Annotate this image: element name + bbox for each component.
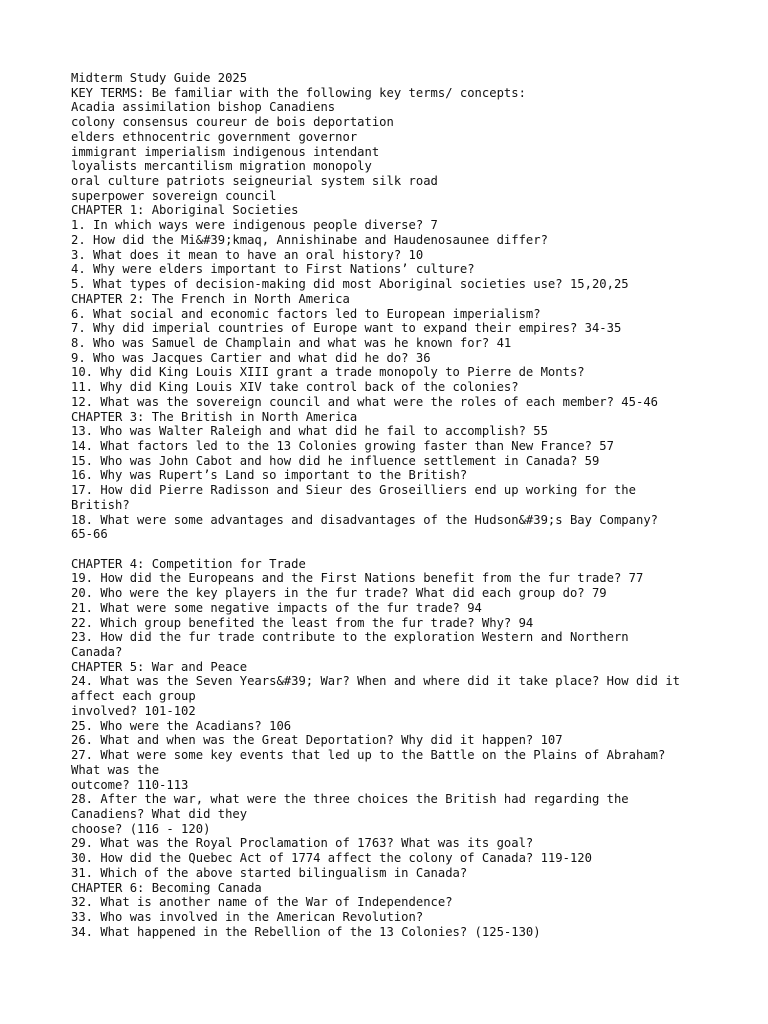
question-line: 18. What were some advantages and disadvantages of the Hudson&#39;s Bay Company?: [71, 512, 658, 527]
question-line: 26. What and when was the Great Deportation? Why did it happen? 107: [71, 733, 563, 748]
question-line: 8. Who was Samuel de Champlain and what was he known for? 41: [71, 335, 512, 350]
question-line: 1. In which ways were indigenous people diverse? 7: [71, 218, 438, 233]
question-line: 28. After the war, what were the three choices the British had regarding the: [71, 792, 629, 807]
question-line: 31. Which of the above started bilingualism in Canada?: [71, 865, 468, 880]
question-line: 5. What types of decision-making did most Aboriginal societies use? 15,20,25: [71, 277, 629, 292]
key-terms-line: Acadia assimilation bishop Canadiens: [71, 100, 336, 115]
key-terms-line: elders ethnocentric government governor: [71, 129, 358, 144]
question-line: 11. Why did King Louis XIV take control back of the colonies?: [71, 380, 519, 395]
key-terms-heading: KEY TERMS: Be familiar with the following key terms/ concepts:: [71, 85, 526, 100]
chapter-2-heading: CHAPTER 2: The French in North America: [71, 291, 350, 306]
document-title: Midterm Study Guide 2025: [71, 71, 248, 85]
question-line: 20. Who were the key players in the fur trade? What did each group do? 79: [71, 586, 607, 601]
question-line: 34. What happened in the Rebellion of the 13 Colonies? (125-130): [71, 924, 541, 939]
question-line: outcome? 110-113: [71, 777, 189, 792]
question-line: 65-66: [71, 527, 108, 542]
question-line: 21. What were some negative impacts of the fur trade? 94: [71, 600, 482, 615]
question-line: 2. How did the Mi&#39;kmaq, Annishinabe and Haudenosaunee differ?: [71, 232, 548, 247]
question-line: 27. What were some key events that led up to the Battle on the Plains of Abraham?: [71, 748, 666, 763]
chapter-1-heading: CHAPTER 1: Aboriginal Societies: [71, 203, 299, 218]
key-terms-line: superpower sovereign council: [71, 188, 277, 203]
question-line: 22. Which group benefited the least from the fur trade? Why? 94: [71, 615, 534, 630]
chapter-4-heading: CHAPTER 4: Competition for Trade: [71, 556, 306, 571]
question-line: 7. Why did imperial countries of Europe want to expand their empires? 34-35: [71, 321, 622, 336]
question-line: 4. Why were elders important to First Nations’ culture?: [71, 262, 475, 277]
question-line: 6. What social and economic factors led to European imperialism?: [71, 306, 541, 321]
key-terms-line: oral culture patriots seigneurial system silk road: [71, 174, 438, 189]
key-terms-line: loyalists mercantilism migration monopoly: [71, 159, 372, 174]
question-line: involved? 101-102: [71, 703, 196, 718]
study-guide-document: [71, 71, 711, 939]
key-terms-line: immigrant imperialism indigenous intendant: [71, 144, 380, 159]
question-line: 12. What was the sovereign council and what were the roles of each member? 45-46: [71, 394, 658, 409]
chapter-5-heading: CHAPTER 5: War and Peace: [71, 659, 248, 674]
question-line: 13. Who was Walter Raleigh and what did he fail to accomplish? 55: [71, 424, 548, 439]
question-line: choose? (116 - 120): [71, 821, 211, 836]
question-line: 23. How did the fur trade contribute to the exploration Western and Northern: [71, 630, 629, 645]
question-line: 9. Who was Jacques Cartier and what did he do? 36: [71, 350, 431, 365]
question-line: Canadiens? What did they: [71, 806, 248, 821]
question-line: 15. Who was John Cabot and how did he influence settlement in Canada? 59: [71, 453, 600, 468]
question-line: Canada?: [71, 645, 123, 660]
question-line: 14. What factors led to the 13 Colonies growing faster than New France? 57: [71, 438, 614, 453]
question-line: 32. What is another name of the War of Independence?: [71, 895, 453, 910]
question-line: 10. Why did King Louis XIII grant a trade monopoly to Pierre de Monts?: [71, 365, 585, 380]
question-line: 30. How did the Quebec Act of 1774 affect the colony of Canada? 119-120: [71, 851, 592, 866]
question-line: 24. What was the Seven Years&#39; War? When and where did it take place? How did it: [71, 674, 681, 689]
question-line: 16. Why was Rupert’s Land so important to the British?: [71, 468, 468, 483]
question-line: affect each group: [71, 689, 196, 704]
blank-line: [71, 542, 711, 557]
chapter-6-heading: CHAPTER 6: Becoming Canada: [71, 880, 262, 895]
chapter-3-heading: CHAPTER 3: The British in North America: [71, 409, 358, 424]
question-line: British?: [71, 497, 130, 512]
question-line: 17. How did Pierre Radisson and Sieur des Groseilliers end up working for the: [71, 483, 636, 498]
question-line: 29. What was the Royal Proclamation of 1763? What was its goal?: [71, 836, 534, 851]
question-line: What was the: [71, 762, 160, 777]
question-line: 3. What does it mean to have an oral history? 10: [71, 247, 424, 262]
question-line: 25. Who were the Acadians? 106: [71, 718, 292, 733]
key-terms-line: colony consensus coureur de bois deportation: [71, 115, 394, 130]
question-line: 19. How did the Europeans and the First Nations benefit from the fur trade? 77: [71, 571, 644, 586]
question-line: 33. Who was involved in the American Revolution?: [71, 909, 424, 924]
